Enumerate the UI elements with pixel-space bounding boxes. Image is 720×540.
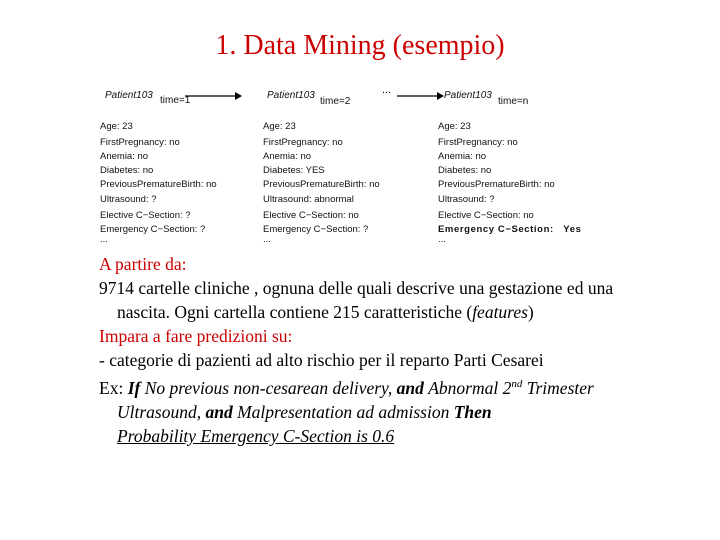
field-line: Anemia: no [263,151,312,162]
field-line: Age: 23 [100,121,133,132]
timeline-ellipsis: ... [382,84,392,96]
time-label: time=1 [160,95,191,106]
patient-id: Patient103 [444,90,492,101]
records-paragraph [99,276,659,324]
field-line: Elective C−Section: no [263,210,359,221]
rule-result: Probability Emergency C-Section is 0.6 [117,425,395,446]
field-line: ... [438,234,446,245]
categories-text: - categorie di pazienti ad alto rischio per il reparto Parti Cesarei [99,350,544,370]
field-line: Ultrasound: abnormal [263,194,354,205]
field-line: ... [263,234,271,245]
field-line: PreviousPrematureBirth: no [100,179,217,190]
records-text: 9714 cartelle cliniche , ognuna delle quali descrive una gestazione ed una nascita. Ogni cartella contiene 215 caratteristiche [99,278,614,322]
example-rule [99,372,659,448]
field-line: PreviousPrematureBirth: no [263,179,380,190]
slide-title: 1. Data Mining (esempio) [215,30,505,61]
field-line: Diabetes: YES [263,165,325,176]
rule-condition-2: Abnormal 2 [428,377,512,398]
rule-condition-2-cont: Trimester Ultrasound, [117,377,594,422]
patient-id: Patient103 [267,90,315,101]
field-line: Emergency C−Section: ? [263,224,369,235]
field-line: Elective C−Section: ? [100,210,191,221]
time-label: time=2 [320,96,351,107]
features-word: features [472,302,528,322]
time-label: time=n [498,96,529,107]
field-line-highlighted: Emergency C−Section: Yes [438,224,582,235]
field-line: Anemia: no [100,151,149,162]
patient-id: Patient103 [105,90,153,101]
field-line: Diabetes: no [438,165,492,176]
field-line: FirstPregnancy: no [438,137,518,148]
from-label: A partire da: [99,254,187,274]
slide-body [99,252,659,448]
field-line: Age: 23 [438,121,471,132]
then-keyword: Then [453,401,492,422]
field-line: Anemia: no [438,151,487,162]
field-line: Ultrasound: ? [438,194,495,205]
field-line: FirstPregnancy: no [263,137,343,148]
learn-label: Impara a fare predizioni su: [99,326,293,346]
field-line: FirstPregnancy: no [100,137,180,148]
and-keyword: and [205,401,233,422]
rule-condition-3: Malpresentation ad admission [237,401,450,422]
field-line: Diabetes: no [100,165,154,176]
features-close: ) [527,302,534,322]
if-keyword: If [127,377,141,398]
field-line: Age: 23 [263,121,296,132]
arrow-right-icon [395,90,445,102]
field-line: Emergency C−Section: ? [100,224,206,235]
field-line: Elective C−Section: no [438,210,534,221]
field-line: ... [100,234,108,245]
patient-timeline-figure [0,0,720,250]
rule-condition-1: No previous non-cesarean delivery, [144,377,393,398]
ex-label: Ex: [99,377,124,398]
and-keyword: and [396,377,424,398]
field-line: PreviousPrematureBirth: no [438,179,555,190]
field-line: Ultrasound: ? [100,194,157,205]
ordinal-suffix: nd [511,378,523,390]
arrow-right-icon [183,90,243,102]
features-open: ( [466,302,473,322]
